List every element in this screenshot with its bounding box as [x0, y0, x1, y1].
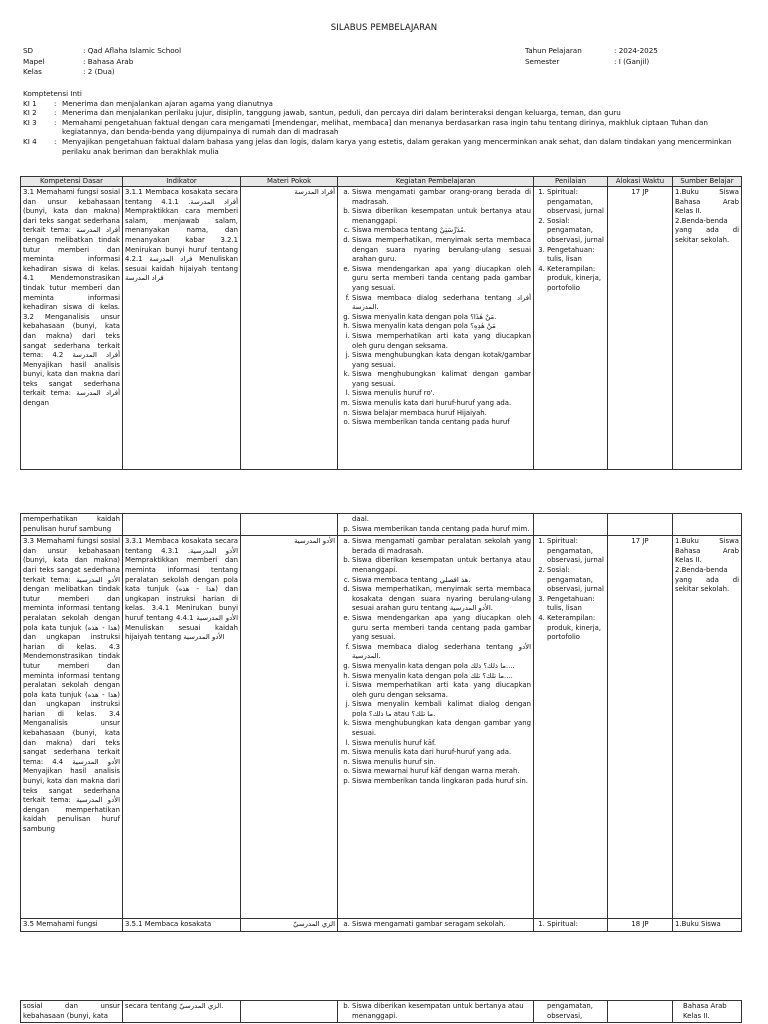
kegiatan-cell: [338, 536, 534, 919]
ki-heading: Komptetensi Inti: [23, 89, 82, 98]
meta-row: [525, 57, 658, 68]
core-competencies: [23, 89, 743, 156]
list-item: o. Siswa mewarnai huruf kāf dengan warna merah.: [352, 767, 531, 777]
syllabus-table-page-1: [20, 176, 742, 470]
list-item: 3. Pengetahuan: tulis, lisan: [547, 246, 605, 265]
ki-row: KI 3 : Memahami pengetahuan faktual dengan cara mengamati [mendengar, melihat, membaca] dan menanya berdasarkan rasa ingin tahu tentang dirinya, makhluk ciptaan Tuhan dan kegiatannya, dan benda-benda yang dijumpainya di rumah dan di madrasah: [23, 118, 743, 137]
list-item: a. Siswa mengamati gambar orang-orang berada di madrasah.: [352, 188, 531, 207]
kd-cell: sosial dan unsur kebahasaan (bunyi, kata: [21, 1001, 123, 1023]
syllabus-table-page-2: [20, 513, 742, 932]
list-item: i. Siswa memperhatikan arti kata yang diucapkan oleh guru dengan seksama.: [352, 681, 531, 700]
list-item: o. Siswa memberikan tanda centang pada huruf: [352, 418, 531, 428]
ki-row: KI 4 : Menyajikan pengetahuan faktual dalam bahasa yang jelas dan logis, dalam karya yang estetis, dalam gerakan yang mencerminkan anak sehat, dan dalam tindakan yang mencerminkan perilaku anak beriman dan berakhlak mulia: [23, 137, 743, 156]
table-header-row: [21, 177, 742, 187]
list-item: d. Siswa memperhatikan, menyimak serta membaca kosakata dengan suara nyaring berulang-ulang sesuai arahan guru tentang الأدو المدرسية.: [352, 585, 531, 614]
sumber-item: 1.Buku Siswa Bahasa Arab Kelas II.: [675, 188, 739, 216]
list-item: n. Siswa menulis huruf sin.: [352, 758, 531, 768]
kegiatan-cell: [338, 514, 534, 536]
ki-code: KI 2: [23, 108, 37, 118]
list-item: b. Siswa diberikan kesempatan untuk bertanya atau menanggapi.: [352, 207, 531, 226]
header-penilaian: Penilaian: [534, 177, 608, 187]
table-row: [21, 536, 742, 919]
indikator-cell: 3.5.1 Membaca kosakata: [123, 919, 241, 932]
indikator-cell: [123, 514, 241, 536]
ki-text: Memahami pengetahuan faktual dengan cara mengamati [mendengar, melihat, membaca] dan menanya berdasarkan rasa ingin tahu tentang dirinya, makhluk ciptaan Tuhan dan kegiatannya, dan benda-benda yang dijumpainya di rumah dan di madrasah: [62, 117, 708, 137]
meta-value: : Qad Aflaha Islamic School: [83, 46, 182, 55]
kegiatan-cell: [338, 919, 534, 932]
ki-code: KI 4: [23, 136, 37, 146]
kegiatan-cont: [340, 515, 531, 525]
penilaian-cell: [534, 514, 608, 536]
page-title: SILABUS PEMBELAJARAN: [330, 23, 438, 33]
kegiatan-list: [340, 920, 531, 930]
header-sumber: Sumber Belajar: [673, 177, 742, 187]
list-item: h. Siswa menyalin kata dengan pola مَنْ هٰذِهِ؟: [352, 322, 531, 332]
alokasi-cell: [608, 514, 673, 536]
kd-cell: 3.1 Memahami fungsi sosial dan unsur kebahasaan (bunyi, kata dan makna) dari teks sangat sederhana terkait tema: أفراد المدرسة dengan melibatkan tindak tutur memberi dan meminta informasi kehadiran siswa di kelas. 4.1 Mendemonstrasikan tindak tutur memberi dan meminta informasi kehadiran siswa di kelas. 3.2 Menganalisis unsur kebahasaan (bunyi, kata dan makna) dari teks sangat sederhana terkait tema: أفراد المدرسة 4.2 Menyajikan hasil analisis bunyi, kata dan makna dari teks sangat sederhana terkait tema: أفراد المدرسة dengan: [21, 187, 123, 470]
sumber-item: 2.Benda-benda yang ada di sekitar sekolah.: [675, 216, 739, 244]
list-item: b. Siswa diberikan kesempatan untuk bertanya atau menanggapi.: [352, 556, 531, 575]
header-materi: Materi Pokok: [241, 177, 338, 187]
meta-row: [525, 46, 658, 57]
sumber-cell: [673, 919, 742, 932]
kegiatan-cont: [340, 525, 531, 535]
list-item: 1. Spiritual: pengamatan, observasi, jurnal: [547, 537, 605, 566]
sumber-cell: [673, 514, 742, 536]
list-item: i. Siswa memperhatikan arti kata yang diucapkan oleh guru dengan seksama.: [352, 332, 531, 351]
list-item: p. Siswa memberikan tanda lingkaran pada huruf sin.: [352, 777, 531, 787]
list-item: g. Siswa menyalin kata dengan pola ما ذلك؟ ذلك....: [352, 662, 531, 672]
sumber-cell: [673, 187, 742, 470]
penilaian-cell: pengamatan, observasi,: [534, 1001, 608, 1023]
materi-cell: أفراد المدرسة: [241, 187, 338, 470]
alokasi-cell: 17 JP: [608, 187, 673, 470]
ki-row: KI 2 : Menerima dan menjalankan perilaku jujur, disiplin, tanggung jawab, santun, peduli, dan percaya diri dalam berinteraksi dengan keluarga, teman, dan guru: [23, 108, 743, 118]
header-kd: Kompetensi Dasar: [21, 177, 123, 187]
meta-key: Mapel: [23, 56, 45, 66]
list-item: 1. Spiritual: pengamatan, observasi, jurnal: [547, 188, 605, 217]
sumber-item: 1.Buku Siswa Bahasa Arab Kelas II.: [675, 537, 739, 565]
table-row: [21, 514, 742, 536]
sumber-cell: Bahasa Arab Kelas II.: [673, 1001, 742, 1023]
meta-value: : 2 (Dua): [83, 67, 115, 76]
kegiatan-cell: [338, 187, 534, 470]
list-item: n. Siswa belajar membaca huruf Hijaiyah.: [352, 409, 531, 419]
materi-cell: الزي المدرسيّ: [241, 919, 338, 932]
penilaian-list: [536, 188, 605, 294]
list-item: h. Siswa menyalin kata dengan pola ما تلك؟ تلك....: [352, 672, 531, 682]
alokasi-cell: [608, 1001, 673, 1023]
penilaian-list: [536, 537, 605, 643]
list-item: c. Siswa membaca tentang مُدَرِّسَتِيْ.: [352, 226, 531, 236]
materi-cell: [241, 1001, 338, 1023]
meta-key: Semester: [525, 56, 560, 66]
alokasi-cell: 17 JP: [608, 536, 673, 919]
header-kegiatan: Kegiatan Pembelajaran: [338, 177, 534, 187]
list-item: j. Siswa menyalin kembali kalimat dialog dengan pola ما ذلك؟ atau ما تلك؟.: [352, 700, 531, 719]
list-item: m. Siswa menulis kata dari huruf-huruf yang ada.: [352, 748, 531, 758]
materi-cell: [241, 514, 338, 536]
sumber-item: 1.Buku Siswa: [675, 920, 721, 929]
meta-row: [23, 46, 181, 57]
kegiatan-cell: [338, 1001, 534, 1023]
list-item: l. Siswa menulis huruf kāf.: [352, 739, 531, 749]
penilaian-cell: [534, 919, 608, 932]
list-item: k. Siswa menghubungkan kalimat dengan gambar yang sesuai.: [352, 370, 531, 389]
list-item: l. Siswa menulis huruf ro'.: [352, 389, 531, 399]
meta-row: [23, 67, 181, 78]
meta-value: : I (Ganjil): [614, 56, 650, 66]
list-item: b. Siswa diberikan kesempatan untuk bertanya atau menanggapi.: [352, 1002, 531, 1021]
meta-right: [525, 46, 658, 67]
indikator-cell: 3.3.1 Membaca kosakata secara tentang الأدو المدرسية. 4.3.1 Mempraktikkan memberi dan meminta informasi tentang peralatan sekolah dengan pola kata tunjuk (هذا - هذه) dan ungkapan instruksi harian di kelas. 3.4.1 Menirukan bunyi huruf tentang الأدو المدرسية 4.4.1 Menuliskan sesuai kaidah hijaiyah tentang الأدو المدرسية: [123, 536, 241, 919]
list-item: e. Siswa mendengarkan apa yang diucapkan oleh guru serta memberi tanda centang pada gambar yang sesuai.: [352, 265, 531, 294]
alokasi-cell: 18 JP: [608, 919, 673, 932]
meta-value: : 2024-2025: [614, 46, 658, 55]
list-item: c. Siswa membaca tentang هذ افصلي.: [352, 576, 531, 586]
kd-cell: memperhatikan kaidah penulisan huruf sambung: [21, 514, 123, 536]
list-item: 4. Keterampilan: produk, kinerja, portofolio: [547, 265, 605, 294]
ki-text: Menyajikan pengetahuan faktual dalam bahasa yang jelas dan logis, dalam karya yang estetis, dalam gerakan yang mencerminkan anak sehat, dan dalam tindakan yang mencerminkan perilaku anak beriman dan berakhlak mulia: [62, 136, 732, 156]
table-row: [21, 919, 742, 932]
table-row: [21, 187, 742, 470]
list-item: 1. Spiritual:: [547, 920, 605, 930]
meta-row: [23, 57, 181, 68]
ki-row: KI 1 : Menerima dan menjalankan ajaran agama yang dianutnya: [23, 99, 743, 109]
indikator-cell: 3.1.1 Membaca kosakata secara tentang أفراد المدرسة. 4.1.1 Mempraktikkan cara memberi salam, menjawab salam, menanyakan nama, dan menanyakan kabar 3.2.1 Menirukan bunyi huruf tentang فراد المدرسة 4.2.1 Menuliskan sesuai kaidah hijaiyah tentang فراد المدرسة: [123, 187, 241, 470]
list-item: m. Siswa menulis kata dari huruf-huruf yang ada.: [352, 399, 531, 409]
kegiatan-list: [340, 188, 531, 428]
list-item: 2. Sosial: pengamatan, observasi, jurnal: [547, 566, 605, 595]
meta-left: [23, 46, 181, 78]
list-item: 2. Sosial: pengamatan, observasi, jurnal: [547, 217, 605, 246]
list-item: 4. Keterampilan: produk, kinerja, portofolio: [547, 614, 605, 643]
list-item: g. Siswa menyalin kata dengan pola مَنْ هٰذَا؟.: [352, 313, 531, 323]
kegiatan-list: [340, 1002, 531, 1021]
meta-key: Tahun Pelajaran: [525, 46, 582, 55]
syllabus-table-page-3: [20, 1000, 742, 1023]
list-item: f. Siswa membaca dialog sederhana tentang أفراد المدرسة.: [352, 294, 531, 313]
header-indikator: Indikator: [123, 177, 241, 187]
list-item: k. Siswa menghubungkan kata dengan gambar yang sesuai.: [352, 719, 531, 738]
sumber-item: 2.Benda-benda yang ada di sekitar sekolah.: [675, 565, 739, 594]
indikator-cell: secara tentang الزي المدرسيّ.: [123, 1001, 241, 1023]
ki-code: KI 1: [23, 98, 37, 108]
list-item: d. Siswa memperhatikan, menyimak serta membaca dengan suara nyaring berulang-ulang sesuai arahan guru.: [352, 236, 531, 265]
meta-value: : Bahasa Arab: [83, 56, 134, 66]
list-item: f. Siswa membaca dialog sederhana tentang الأدو المدرسية.: [352, 643, 531, 662]
kd-cell: 3.5 Memahami fungsi: [21, 919, 123, 932]
meta-key: SD: [23, 46, 34, 55]
list-item: a. Siswa mengamati gambar seragam sekolah.: [352, 920, 531, 930]
penilaian-cell: [534, 536, 608, 919]
list-item: e. Siswa mendengarkan apa yang diucapkan oleh guru serta memberi tanda centang pada gambar yang sesuai.: [352, 614, 531, 643]
table-row: [21, 1001, 742, 1023]
penilaian-list: [536, 920, 605, 930]
ki-text: Menerima dan menjalankan ajaran agama yang dianutnya: [62, 98, 273, 108]
sumber-cell: [673, 536, 742, 919]
list-item: a. Siswa mengamati gambar peralatan sekolah yang berada di madrasah.: [352, 537, 531, 556]
ki-text: Menerima dan menjalankan perilaku jujur, disiplin, tanggung jawab, santun, peduli, dan percaya diri dalam berinteraksi dengan keluarga, teman, dan guru: [62, 108, 621, 118]
meta-key: Kelas: [23, 67, 42, 76]
penilaian-cell: [534, 187, 608, 470]
list-item: daal.: [352, 515, 369, 523]
header-alokasi: Alokasi Waktu: [608, 177, 673, 187]
list-item: p. Siswa memberikan tanda centang pada huruf mim.: [352, 525, 531, 535]
kegiatan-list: [340, 537, 531, 786]
list-item: j. Siswa menghubungkan kata dengan kotak/gambar yang sesuai.: [352, 351, 531, 370]
materi-cell: الأدو المدرسية: [241, 536, 338, 919]
ki-code: KI 3: [23, 117, 37, 127]
kd-cell: 3.3 Memahami fungsi sosial dan unsur kebahasaan (bunyi, kata dan makna) dari teks sangat sederhana terkait tema: الأدو المدرسية dengan melibatkan tindak tutur memberi dan meminta informasi tentang peralatan sekolah dengan pola kata tunjuk (هذا - هذه) dan ungkapan instruksi harian di kelas. 4.3 Mendemonstrasikan tindak tutur memberi dan meminta informasi tentang peralatan sekolah dengan pola kata tunjuk (هذا - هذه) dan ungkapan instruksi harian di kelas. 3.4 Menganalisis unsur kebahasaan (bunyi, kata dan makna) dari teks sangat sederhana terkait tema: الأدو المدرسية 4.4 Menyajikan hasil analisis bunyi, kata dan makna dari teks sangat sederhana terkait tema: الأدو المدرسية dengan memperhatikan kaidah penulisan huruf sambung: [21, 536, 123, 919]
list-item: 3. Pengetahuan: tulis, lisan: [547, 595, 605, 614]
